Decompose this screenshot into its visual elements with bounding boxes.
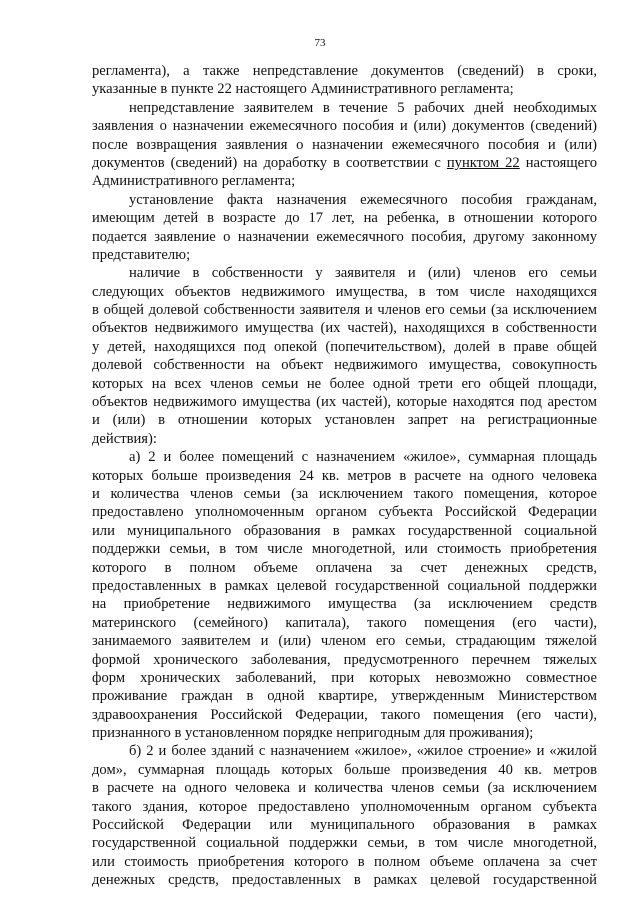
text-line: которых на всех членов семьи не более одной трети его общей площади, <box>92 375 597 392</box>
text-line <box>92 154 597 172</box>
document-body <box>92 62 597 890</box>
text-line: такого здания, которое предоставлено уполномоченным органом субъекта <box>92 798 597 815</box>
text-line: признанного в установленном порядке непригодным для проживания); <box>92 725 534 742</box>
text-line: а) 2 и более помещений с назначением «жилое», суммарная площадь <box>129 449 597 466</box>
text-line: объектов недвижимого имущества (их частей), которые находятся под арестом <box>92 394 597 411</box>
text-line: и (или) в отношении которых установлен запрет на регистрационные <box>92 412 597 429</box>
line-text: настоящего <box>519 154 598 171</box>
page-number: 73 <box>314 37 326 49</box>
text-line: на приобретение недвижимого имущества (за исключением средств <box>92 596 597 613</box>
text-line: после возвращения заявления о назначении ежемесячного пособия и (или) <box>92 136 597 153</box>
text-line: установление факта назначения ежемесячного пособия гражданам, <box>129 191 597 208</box>
text-line: предоставленных в рамках целевой государственной социальной поддержки <box>92 577 597 594</box>
text-line: материнского (семейного) капитала), такого помещения (его части), <box>92 614 597 631</box>
text-line: или муниципального образования в рамках государственной социальной <box>92 522 597 539</box>
text-line: дом», суммарная площадь которых больше произведения 40 кв. метров <box>92 761 597 778</box>
text-line: которого в полном объеме оплачена за счет денежных средств, <box>92 559 597 576</box>
text-line: объектов недвижимого имущества (их частей), находящихся в собственности <box>92 320 597 337</box>
text-line: б) 2 и более зданий с назначением «жилое», «жилое строение» и «жилой <box>129 743 597 760</box>
text-line: Административного регламента; <box>92 173 296 190</box>
text-line: занимаемого заявителем и (или) членом его семьи, страдающим тяжелой <box>92 633 597 650</box>
text-line: непредставление заявителем в течение 5 рабочих дней необходимых <box>129 99 597 116</box>
text-line: или стоимость приобретения которого в полном объеме оплачена за счет <box>92 853 597 870</box>
text-line: здравоохранения Российской Федерации, такого помещения (его части), <box>92 706 597 723</box>
text-line: регламента), а также непредставление документов (сведений) в сроки, <box>92 63 597 79</box>
text-line: денежных средств, предоставленных в рамках целевой государственной <box>92 872 597 889</box>
text-line: наличие в собственности у заявителя и (или) членов его семьи <box>129 265 597 282</box>
text-line: формой хронического заболевания, предусмотренного перечнем тяжелых <box>92 651 597 668</box>
text-line: подается заявление о назначении ежемесячного пособия, другому законному <box>92 228 597 245</box>
text-line: поддержки семьи, в том числе многодетной, или стоимость приобретения <box>92 541 597 558</box>
text-line: следующих объектов недвижимого имущества, в том числе находящихся <box>92 283 597 300</box>
text-line: заявления о назначении ежемесячного пособия и (или) документов (сведений) <box>92 118 597 135</box>
text-line: действия): <box>92 430 157 447</box>
text-line: имеющим детей в возрасте до 17 лет, на ребенка, в отношении которого <box>92 210 597 227</box>
text-line: форм хронических заболеваний, при которых невозможно совместное <box>92 669 597 686</box>
text-line: Российской Федерации или муниципального образования в рамках <box>92 817 597 834</box>
text-line: в общей долевой собственности заявителя и членов его семьи (за исключением <box>92 302 597 319</box>
text-line: долевой собственности на объект недвижимого имущества, совокупность <box>92 357 597 374</box>
text-line: в расчете на одного человека и количества членов семьи (за исключением <box>92 780 597 797</box>
text-line: предоставлено уполномоченным органом субъекта Российской Федерации <box>92 504 597 521</box>
line-text: документов (сведений) на доработку в соответствии с <box>92 154 447 171</box>
reference-link[interactable]: пунктом 22 <box>446 154 520 171</box>
text-line: представителю; <box>92 246 191 263</box>
text-line: у детей, находящихся под опекой (попечительством), долей в праве общей <box>92 338 597 355</box>
text-line: и количества членов семьи (за исключением такого помещения, которое <box>92 485 597 502</box>
text-line: проживание граждан в одной квартире, утвержденным Министерством <box>92 688 597 705</box>
text-line: указанные в пункте 22 настоящего Административного регламента; <box>92 81 514 98</box>
text-line: которых больше произведения 24 кв. метров в расчете на одного человека <box>92 467 597 484</box>
text-line: государственной социальной поддержки семьи, в том числе многодетной, <box>92 835 597 852</box>
